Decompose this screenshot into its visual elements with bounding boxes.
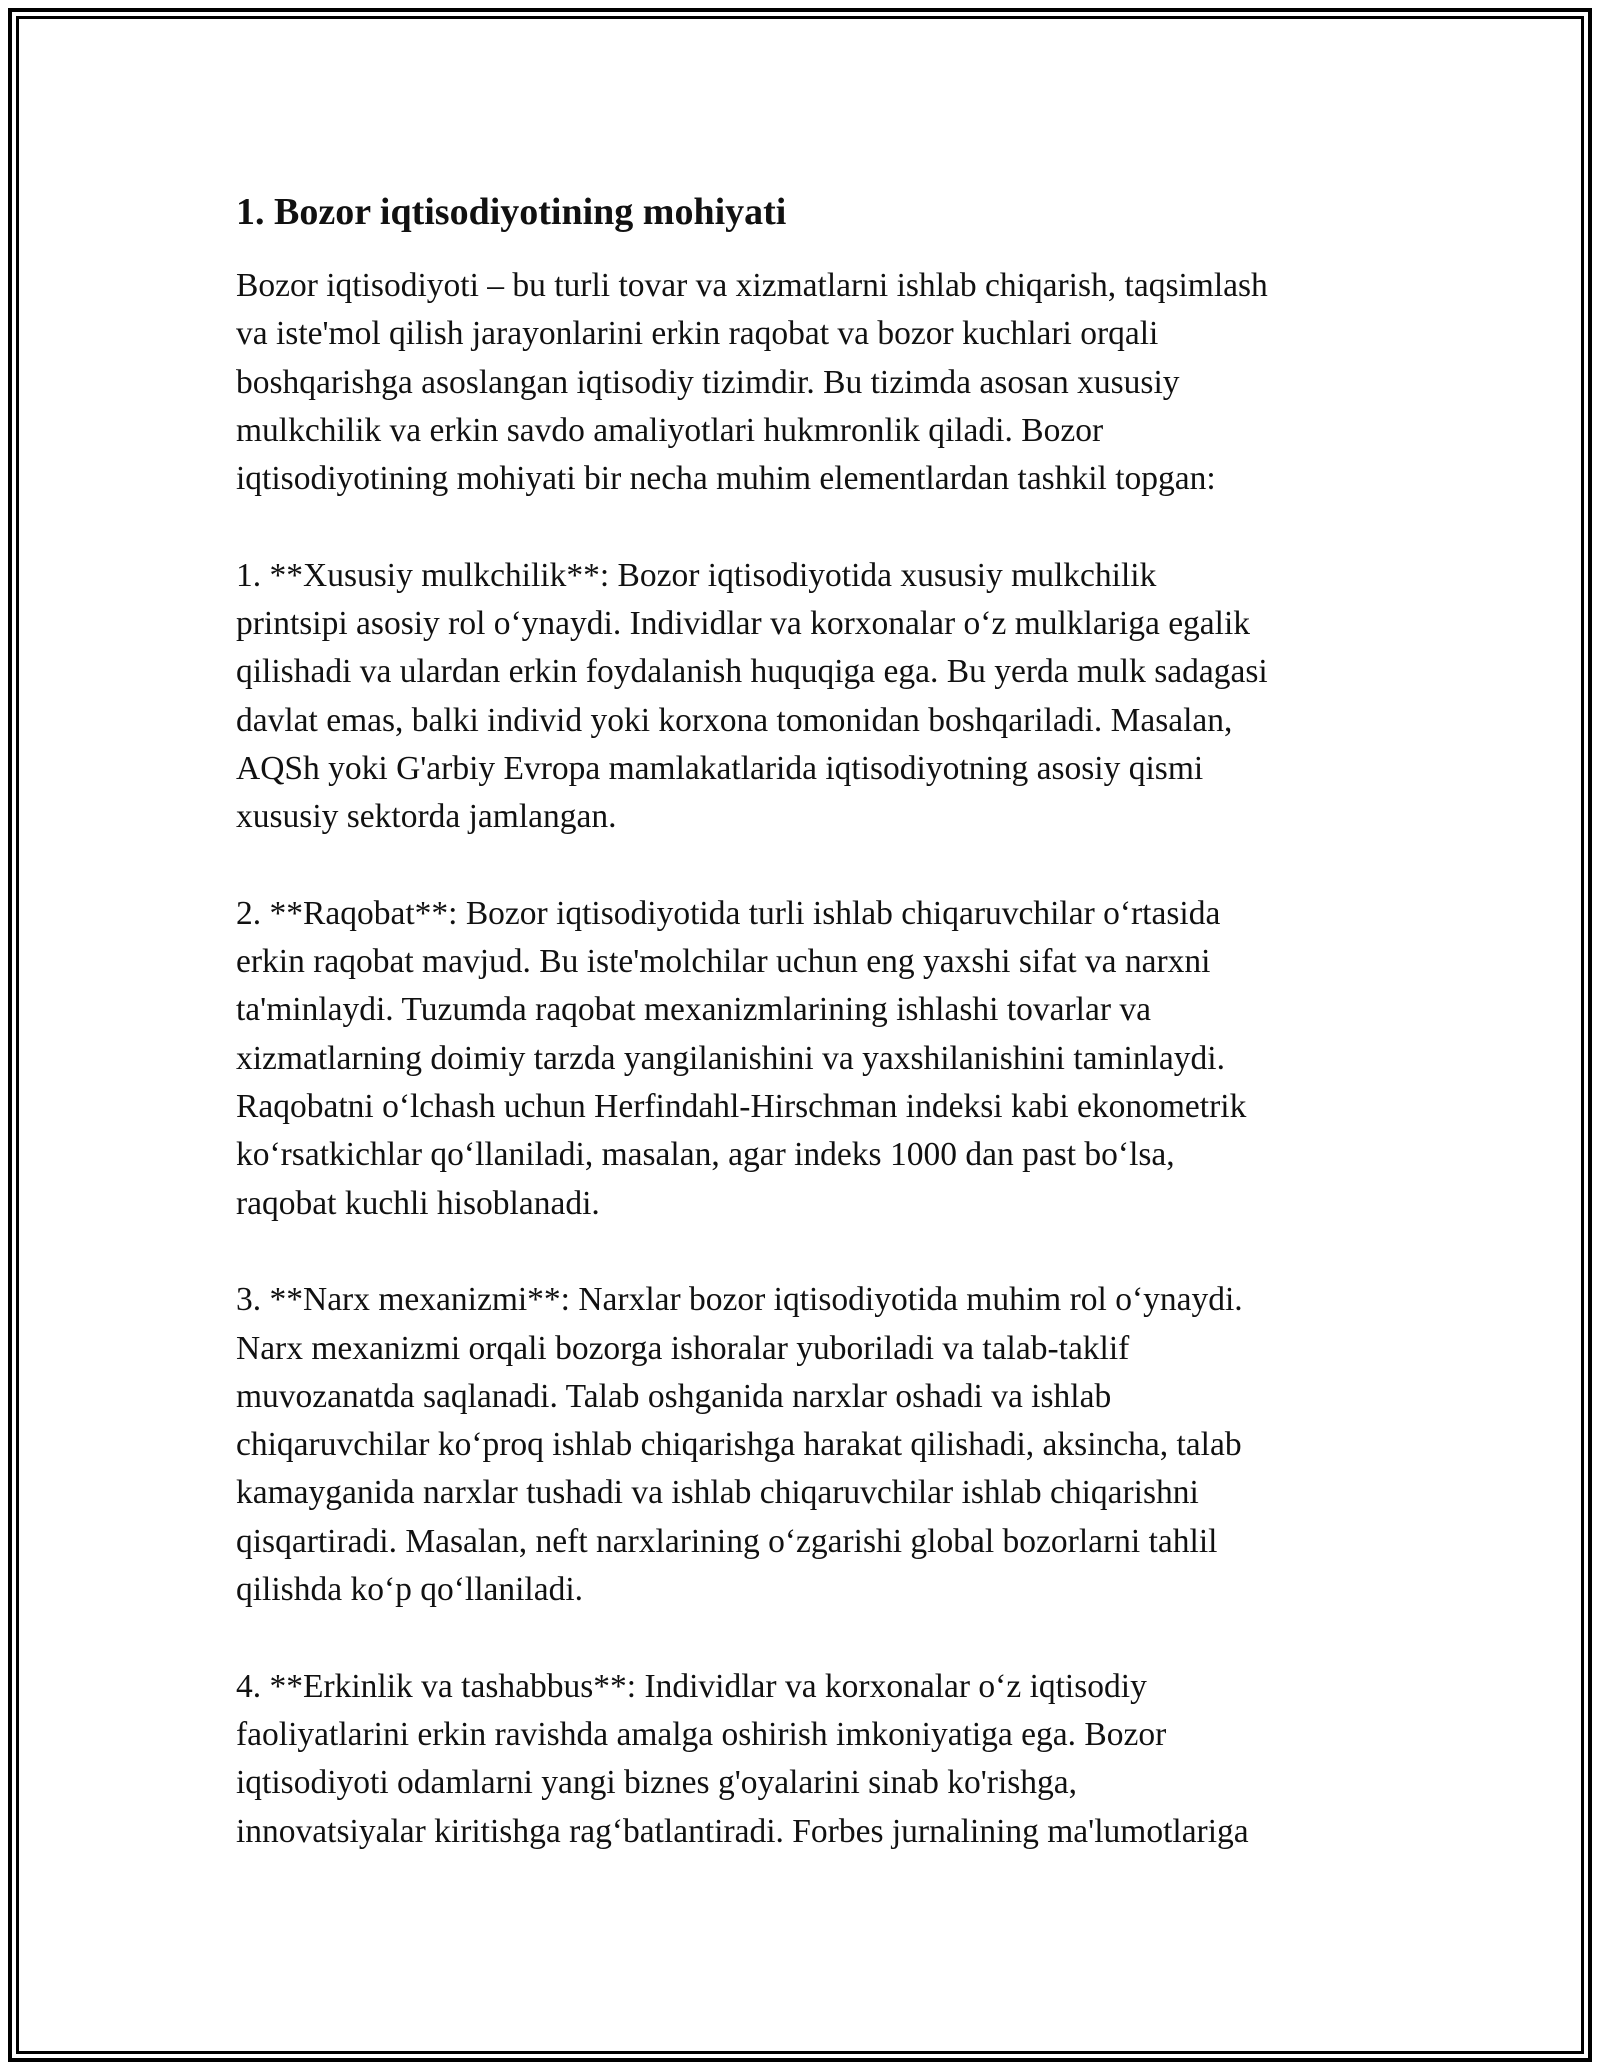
text-line: chiqaruvchilar koʻproq ishlab chiqarishga harakat qilishadi, aksincha, talab bbox=[236, 1426, 1242, 1464]
text-line: faoliyatlarini erkin ravishda amalga oshirish imkoniyatiga ega. Bozor bbox=[236, 1715, 1167, 1753]
text-line: Bozor iqtisodiyoti – bu turli tovar va xizmatlarni ishlab chiqarish, taqsimlash bbox=[236, 267, 1268, 304]
text-line: mulkchilik va erkin savdo amaliyotlari hukmronlik qiladi. Bozor bbox=[236, 411, 1104, 449]
text-line: 4. **Erkinlik va tashabbus**: Individlar va korxonalar oʻz iqtisodiy bbox=[236, 1667, 1147, 1705]
competition-paragraph bbox=[236, 890, 1376, 1228]
text-line: va iste'mol qilish jarayonlarini erkin raqobat va bozor kuchlari orqali bbox=[236, 315, 1159, 353]
text-line: iqtisodiyotining mohiyati bir necha muhim elementlardan tashkil topgan: bbox=[236, 460, 1216, 498]
text-line: xizmatlarning doimiy tarzda yangilanishini va yaxshilanishini taminlaydi. bbox=[236, 1039, 1225, 1077]
text-line: innovatsiyalar kiritishga ragʻbatlantiradi. Forbes jurnalining ma'lumotlariga bbox=[236, 1812, 1249, 1850]
text-line: raqobat kuchli hisoblanadi. bbox=[236, 1184, 600, 1222]
document-body bbox=[236, 184, 1376, 1904]
text-line: ta'minlaydi. Tuzumda raqobat mexanizmlarining ishlashi tovarlar va bbox=[236, 991, 1151, 1029]
text-line: Narx mexanizmi orqali bozorga ishoralar yuboriladi va talab-taklif bbox=[236, 1329, 1130, 1367]
section-heading: 1. Bozor iqtisodiyotining mohiyati bbox=[236, 191, 787, 233]
text-line: koʻrsatkichlar qoʻllaniladi, masalan, agar indeks 1000 dan past boʻlsa, bbox=[236, 1136, 1175, 1174]
text-line: iqtisodiyoti odamlarni yangi biznes g'oyalarini sinab ko'rishga, bbox=[236, 1764, 1078, 1802]
text-line: 2. **Raqobat**: Bozor iqtisodiyotida turli ishlab chiqaruvchilar oʻrtasida bbox=[236, 894, 1221, 932]
text-line: qisqartiradi. Masalan, neft narxlarining oʻzgarishi global bozorlarni tahlil bbox=[236, 1522, 1218, 1560]
freedom-initiative-paragraph bbox=[236, 1663, 1376, 1856]
text-line: 1. **Xususiy mulkchilik**: Bozor iqtisodiyotida xususiy mulkchilik bbox=[236, 556, 1157, 594]
text-line: erkin raqobat mavjud. Bu iste'molchilar uchun eng yaxshi sifat va narxni bbox=[236, 943, 1211, 981]
text-line: muvozanatda saqlanadi. Talab oshganida narxlar oshadi va ishlab bbox=[236, 1377, 1112, 1415]
intro-paragraph bbox=[236, 262, 1376, 503]
text-line: qilishda koʻp qoʻllaniladi. bbox=[236, 1571, 584, 1609]
text-line: kamayganida narxlar tushadi va ishlab chiqaruvchilar ishlab chiqarishni bbox=[236, 1474, 1199, 1512]
text-line: printsipi asosiy rol oʻynaydi. Individlar va korxonalar oʻz mulklariga egalik bbox=[236, 605, 1251, 643]
text-line: boshqarishga asoslangan iqtisodiy tizimdir. Bu tizimda asosan xususiy bbox=[236, 363, 1180, 401]
text-line: xususiy sektorda jamlangan. bbox=[236, 798, 617, 836]
price-mechanism-paragraph bbox=[236, 1276, 1376, 1614]
text-line: Raqobatni oʻlchash uchun Herfindahl-Hirschman indeksi kabi ekonometrik bbox=[236, 1088, 1247, 1126]
text-line: 3. **Narx mexanizmi**: Narxlar bozor iqtisodiyotida muhim rol oʻynaydi. bbox=[236, 1281, 1243, 1319]
text-line: davlat emas, balki individ yoki korxona tomonidan boshqariladi. Masalan, bbox=[236, 701, 1233, 739]
text-line: qilishadi va ulardan erkin foydalanish huquqiga ega. Bu yerda mulk sadagasi bbox=[236, 653, 1268, 691]
private-ownership-paragraph bbox=[236, 552, 1376, 842]
text-line: AQSh yoki G'arbiy Evropa mamlakatlarida iqtisodiyotning asosiy qismi bbox=[236, 749, 1204, 787]
